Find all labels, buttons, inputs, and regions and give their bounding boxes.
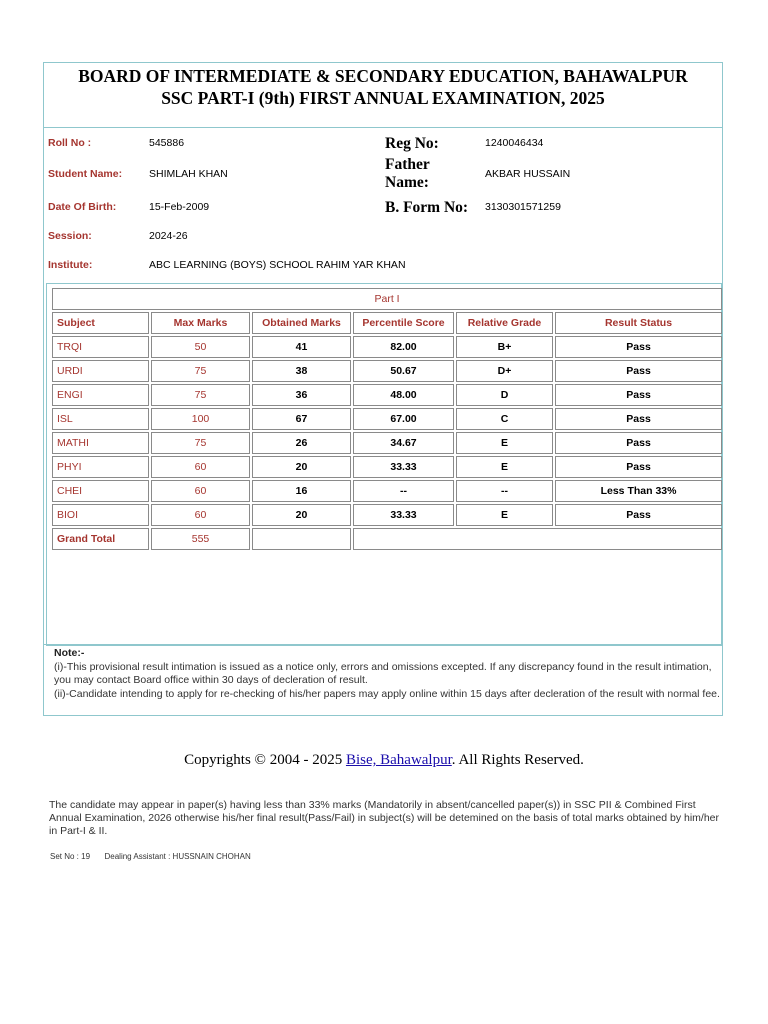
obtained-marks-cell: 67 bbox=[252, 408, 351, 430]
header-row bbox=[52, 312, 722, 334]
part-label: Part I bbox=[52, 288, 722, 310]
grade-cell: E bbox=[456, 504, 553, 526]
father-name-value: AKBAR HUSSAIN bbox=[485, 168, 571, 180]
dob-value: 15-Feb-2009 bbox=[149, 201, 210, 213]
exam-title: SSC PART-I (9th) FIRST ANNUAL EXAMINATION, 2025 bbox=[161, 88, 605, 108]
roll-no-label: Roll No : bbox=[48, 137, 92, 149]
obtained-marks-cell: 16 bbox=[252, 480, 351, 502]
grade-cell: C bbox=[456, 408, 553, 430]
grand-total-empty-cell bbox=[252, 528, 351, 550]
grand-total-label: Grand Total bbox=[52, 528, 149, 550]
copyright-prefix: Copyrights © 2004 - 2025 bbox=[184, 752, 346, 768]
grade-cell: B+ bbox=[456, 336, 553, 358]
board-title: BOARD OF INTERMEDIATE & SECONDARY EDUCATION, BAHAWALPUR bbox=[78, 66, 688, 86]
obtained-marks-cell: 20 bbox=[252, 504, 351, 526]
subject-cell: URDI bbox=[52, 360, 149, 382]
student-info bbox=[44, 128, 722, 282]
table-row bbox=[52, 456, 722, 478]
table-row bbox=[52, 432, 722, 454]
max-marks-cell: 75 bbox=[151, 432, 250, 454]
status-cell: Pass bbox=[555, 456, 722, 478]
grand-total-value: 555 bbox=[151, 528, 250, 550]
bform-value: 3130301571259 bbox=[485, 201, 561, 213]
subject-cell: ENGI bbox=[52, 384, 149, 406]
grand-total-blank-cell bbox=[353, 528, 722, 550]
grade-cell: E bbox=[456, 456, 553, 478]
col-obtained-marks-header: Obtained Marks bbox=[252, 312, 351, 334]
bform-label: B. Form No: bbox=[385, 199, 469, 216]
set-no: Set No : 19 bbox=[50, 852, 91, 861]
status-cell: Pass bbox=[555, 504, 722, 526]
note-line-1: (i)-This provisional result intimation is issued as a notice only, errors and omissions excepted. If any discrepancy found in the result intimation, you may contact Board office within 30 days of decleration of result. bbox=[54, 660, 712, 686]
table-row bbox=[52, 336, 722, 358]
note-section bbox=[44, 644, 722, 715]
status-cell: Less Than 33% bbox=[555, 480, 722, 502]
max-marks-cell: 75 bbox=[151, 360, 250, 382]
max-marks-cell: 60 bbox=[151, 456, 250, 478]
status-cell: Pass bbox=[555, 432, 722, 454]
student-name-label: Student Name: bbox=[48, 168, 123, 180]
subject-cell: ISL bbox=[52, 408, 149, 430]
grade-cell: E bbox=[456, 432, 553, 454]
obtained-marks-cell: 26 bbox=[252, 432, 351, 454]
subject-cell: CHEI bbox=[52, 480, 149, 502]
subject-cell: MATHI bbox=[52, 432, 149, 454]
subject-cell: PHYI bbox=[52, 456, 149, 478]
percentile-cell: 34.67 bbox=[353, 432, 454, 454]
status-cell: Pass bbox=[555, 384, 722, 406]
col-grade-header: Relative Grade bbox=[456, 312, 553, 334]
obtained-marks-cell: 41 bbox=[252, 336, 351, 358]
student-name-value: SHIMLAH KHAN bbox=[149, 168, 228, 180]
col-subject-header: Subject bbox=[52, 312, 149, 334]
grade-cell: D+ bbox=[456, 360, 553, 382]
percentile-cell: -- bbox=[353, 480, 454, 502]
grand-total-row bbox=[52, 528, 722, 550]
note-line-2: (ii)-Candidate intending to apply for re-checking of his/her papers may apply online within 15 days after decleration of the result with normal fee. bbox=[54, 687, 720, 700]
footer bbox=[0, 752, 768, 769]
table-row bbox=[52, 480, 722, 502]
percentile-cell: 33.33 bbox=[353, 456, 454, 478]
subject-cell: TRQI bbox=[52, 336, 149, 358]
session-label: Session: bbox=[48, 230, 92, 242]
dealing-assistant: Dealing Assistant : HUSSNAIN CHOHAN bbox=[104, 852, 251, 861]
results-table bbox=[50, 286, 724, 552]
table-row bbox=[52, 504, 722, 526]
table-row bbox=[52, 360, 722, 382]
father-name-label-line1: Father bbox=[385, 156, 430, 173]
set-info bbox=[50, 852, 251, 861]
status-cell: Pass bbox=[555, 336, 722, 358]
bise-link[interactable]: Bise, Bahawalpur bbox=[345, 752, 452, 768]
status-cell: Pass bbox=[555, 360, 722, 382]
max-marks-cell: 50 bbox=[151, 336, 250, 358]
col-status-header: Result Status bbox=[555, 312, 722, 334]
percentile-cell: 50.67 bbox=[353, 360, 454, 382]
grade-cell: -- bbox=[456, 480, 553, 502]
max-marks-cell: 75 bbox=[151, 384, 250, 406]
subject-cell: BIOI bbox=[52, 504, 149, 526]
result-header bbox=[44, 63, 722, 128]
percentile-cell: 82.00 bbox=[353, 336, 454, 358]
table-row bbox=[52, 408, 722, 430]
table-row bbox=[52, 384, 722, 406]
max-marks-cell: 60 bbox=[151, 504, 250, 526]
grade-cell: D bbox=[456, 384, 553, 406]
percentile-cell: 33.33 bbox=[353, 504, 454, 526]
notice-text: The candidate may appear in paper(s) having less than 33% marks (Mandatorily in absent/cancelled paper(s)) in SSC PII & Combined First Annual Examination, 2026 otherwise his/her final result(Pass/Fail) in subject(s) will be detemined on the basis of total marks obtained by him/her in Part-I & II. bbox=[49, 799, 720, 837]
institute-value: ABC LEARNING (BOYS) SCHOOL RAHIM YAR KHAN bbox=[149, 259, 406, 271]
col-percentile-header: Percentile Score bbox=[353, 312, 454, 334]
obtained-marks-cell: 36 bbox=[252, 384, 351, 406]
session-value: 2024-26 bbox=[149, 230, 188, 242]
col-max-marks-header: Max Marks bbox=[151, 312, 250, 334]
max-marks-cell: 60 bbox=[151, 480, 250, 502]
obtained-marks-cell: 38 bbox=[252, 360, 351, 382]
status-cell: Pass bbox=[555, 408, 722, 430]
percentile-cell: 48.00 bbox=[353, 384, 454, 406]
part-row bbox=[52, 288, 722, 310]
copyright-suffix: . All Rights Reserved. bbox=[451, 752, 584, 768]
dob-label: Date Of Birth: bbox=[48, 201, 117, 213]
father-name-label-line2: Name: bbox=[385, 174, 429, 191]
obtained-marks-cell: 20 bbox=[252, 456, 351, 478]
reg-no-value: 1240046434 bbox=[485, 137, 544, 149]
institute-label: Institute: bbox=[48, 259, 93, 271]
percentile-cell: 67.00 bbox=[353, 408, 454, 430]
max-marks-cell: 100 bbox=[151, 408, 250, 430]
reg-no-label: Reg No: bbox=[385, 135, 439, 152]
roll-no-value: 545886 bbox=[149, 137, 185, 149]
note-title: Note:- bbox=[54, 647, 85, 659]
